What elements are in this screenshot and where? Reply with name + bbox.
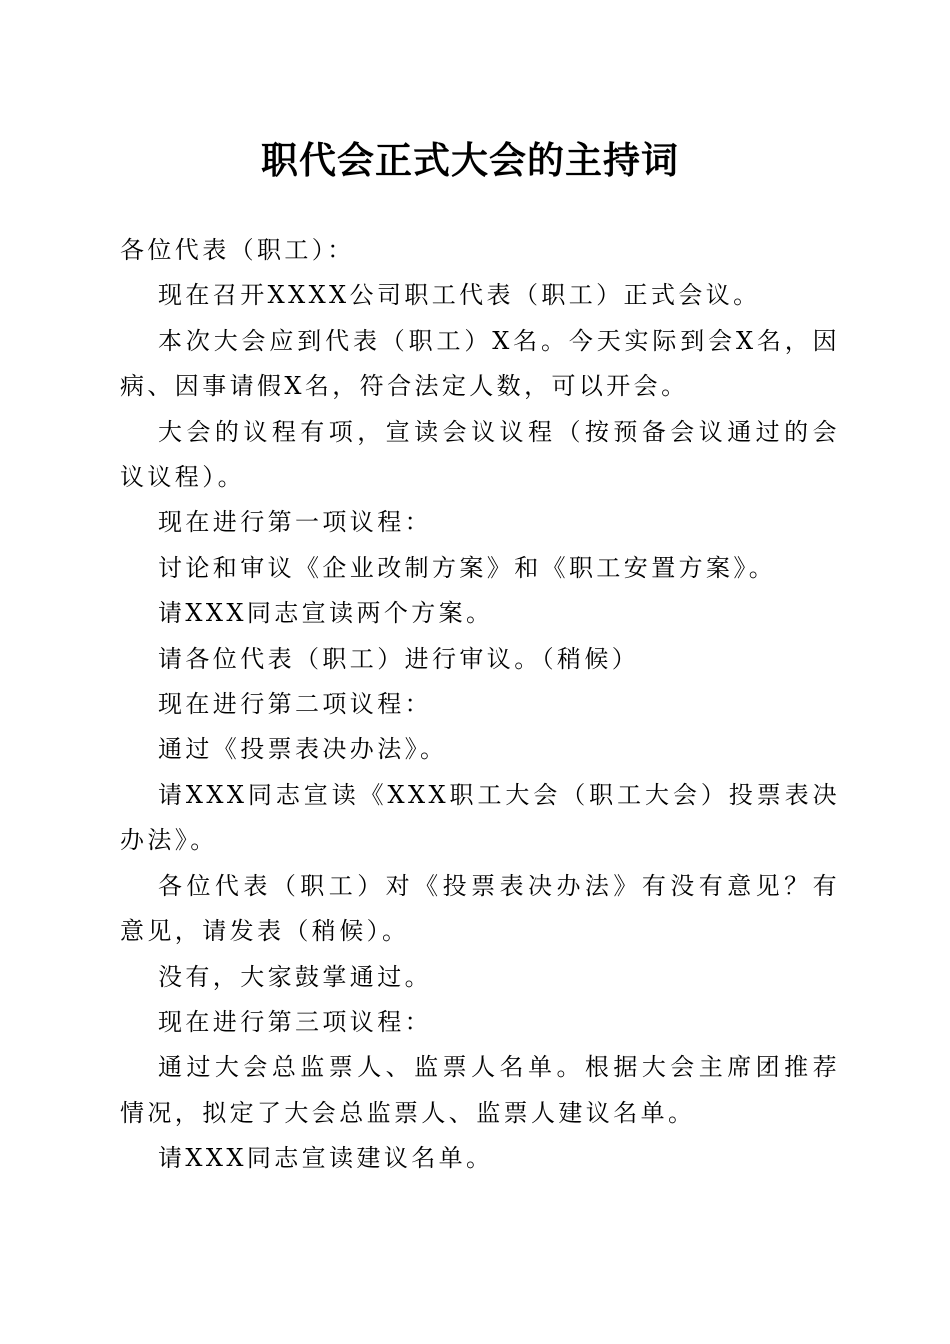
paragraph: 通过《投票表决办法》。 bbox=[158, 735, 448, 764]
agenda-heading: 现在进行第二项议程： bbox=[158, 690, 432, 719]
document-title: 职代会正式大会的主持词 bbox=[261, 138, 679, 182]
agenda-heading: 现在进行第一项议程： bbox=[158, 508, 432, 537]
paragraph: 大会的议程有项，宣读会议议程（按预备会议通过的会议议程）。 bbox=[120, 417, 840, 492]
paragraph: 讨论和审议《企业改制方案》和《职工安置方案》。 bbox=[158, 553, 777, 582]
paragraph: 本次大会应到代表（职工）X名。今天实际到会X名，因病、因事请假X名，符合法定人数，可以开会。 bbox=[120, 326, 840, 401]
paragraph: 请各位代表（职工）进行审议。（稍候） bbox=[158, 644, 640, 673]
paragraph: 请XXX同志宣读建议名单。 bbox=[158, 1144, 494, 1173]
paragraph: 各位代表（职工）对《投票表决办法》有没有意见？有意见，请发表（稍候）。 bbox=[120, 871, 840, 946]
paragraph: 没有，大家鼓掌通过。 bbox=[158, 962, 432, 991]
salutation: 各位代表（职工）： bbox=[120, 236, 355, 264]
paragraph: 现在召开XXXX公司职工代表（职工）正式会议。 bbox=[158, 281, 761, 310]
agenda-heading: 现在进行第三项议程： bbox=[158, 1007, 432, 1036]
paragraph: 请XXX同志宣读《XXX职工大会（职工大会）投票表决办法》。 bbox=[120, 780, 840, 855]
paragraph: 通过大会总监票人、监票人名单。根据大会主席团推荐情况，拟定了大会总监票人、监票人建议名单。 bbox=[120, 1053, 840, 1127]
paragraph: 请XXX同志宣读两个方案。 bbox=[158, 599, 494, 628]
document-body bbox=[120, 228, 840, 1182]
